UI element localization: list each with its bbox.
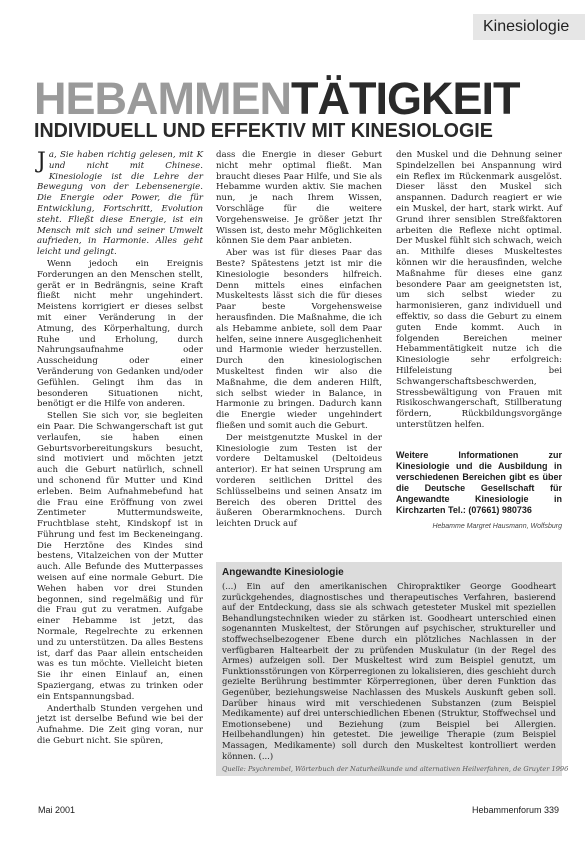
box-credit: Quelle: Psychrembel, Wörterbuch der Naturheilkunde und alternativen Heilverfahren, de Gruyter 1996 [222, 765, 569, 773]
article-column-1 [37, 150, 203, 790]
lead-paragraph [37, 150, 203, 258]
paragraph: Wenn jedoch ein Ereignis Forderungen an den Menschen stellt, gerät er in Bedrängnis, seine Kraft fließt nicht mehr ungehindert. Meistens korrigiert er dieses selbst mit einer Veränderung in der Atmung, des Körperhaltung, durch Ruhe und Erholung, durch Nahrungsaufnahme oder Ausscheidung oder einer Veränderung von Gedanken und/oder Gefühlen. Gelingt ihm das in besonderen Situationen nicht, benötigt er die Hilfe von anderen. [37, 258, 203, 410]
paragraph: Der meistgenutzte Muskel in der Kinesiologie zum Testen ist der vordere Deltamuskel (Deltoideus anterior). Er hat seinen Ursprung am vorderen seitlichen Drittel des Schlüsselbeins und seinen Ansatz im Bereich des oberen Drittel des äußeren Oberarmknochens. Durch leichten Druck auf [216, 432, 382, 530]
headline-light: HEBAMMEN [34, 73, 291, 124]
lead-text: a, Sie haben richtig gelesen, mit K und nicht mit Chinese. Kinesiologie ist die Lehre der Bewegung von der Lebensenergie. Die Energie oder Power, die für Entwicklung, Fortschritt, Evolution steht. Fließt diese Energie, ist ein Mensch mit sich und seiner Umwelt aufrieden, in Harmonie. Alles geht leicht und gelingt. [37, 150, 203, 258]
box-title: Angewandte Kinesiologie [222, 567, 344, 578]
article-column-2 [216, 150, 382, 530]
paragraph: Anderthalb Stunden vergehen und jetzt ist derselbe Befund wie bei der Aufnahme. Die Zeit ging voran, nur die Geburt nicht. Sie spüren, [37, 703, 203, 747]
paragraph: dass die Energie in dieser Geburt nicht mehr optimal fließt. Man braucht dieses Paar Hilfe, und Sie als Hebamme wurden aktiv. Sie machen nun, je nach Ihrem Wissen, Vorschläge für die weitere Vorgehensweise. Je größer jetzt Ihr Wissen ist, desto mehr Möglichkeiten können Sie dem Paar anbieten. [216, 150, 382, 247]
section-tag: Kinesiologie [473, 14, 585, 40]
headline [34, 73, 520, 124]
subheadline: INDIVIDUELL UND EFFEKTIV MIT KINESIOLOGIE [34, 119, 493, 142]
box-text: (...) Ein auf den amerikanischen Chiropraktiker George Goodheart zurückgehendes, diagnostisches und therapeutisches Verfahren, basierend auf der Entdeckung, dass sie als schwach getesteter Muskel mit speziellen Behandlungstechniken wieder zu stärken ist. Goodheart unterschied einen sogenannten Muskeltest, der Störungen auf psychischer, struktureller und stoffwechselbezogener Ebene durch ein plötzliches Nachlassen in der verfügbaren Haltearbeit der zu prüfenden Muskulatur (in der Regel des Armes) aufzeigen soll. Der Muskeltest wird zum Beispiel genutzt, um Funktionsstörungen von Körperregionen zu lokalisieren, dies geschieht durch gezielte Berührung bestimmter Körperregionen, über deren Funktion das Gegenüber, beziehungsweise Nachlassen des Muskels Auskunft geben soll. Darüber hinaus wird mit verschiedenen Substanzen (zum Beispiel Medikamente) auf drei unterschiedlichen Ebenen (Struktur, Stoffwechsel und Emotionsebene) und Beziehung (zum Beispiel bei Allergien. Heilbehandlungen) hin getestet. Die jeweilige Therapie (zum Beispiel Massagen, Medikamente) soll durch den Muskeltest kontrolliert werden können. (...) [222, 581, 556, 761]
footer-publication: Hebammenforum 339 [472, 805, 560, 815]
article-column-3 [396, 150, 562, 440]
footer-date: Mai 2001 [38, 805, 76, 815]
headline-dark: TÄTIGKEIT [291, 73, 520, 124]
paragraph: Aber was ist für dieses Paar das Beste? Spätestens jetzt ist mir die Kinesiologie besonders hilfreich. Denn mittels eines einfachen Muskeltests lässt sich die für dieses Paar beste Vorgehensweise herausfinden. Die Maßnahme, die ich als Hebamme anbiete, soll dem Paar helfen, seine innere Ausgeglichenheit und Harmonie wieder herzustellen. Durch den kinesiologischen Muskeltest finden wir also die Maßnahme, die dem anderen Hilft, sich selbst wieder in Balance, in Harmonie zu bringen. Dadurch kann die Energie wieder ungehindert fließen und somit auch die Geburt. [216, 248, 382, 431]
paragraph: den Muskel und die Dehnung seiner Spindelzellen bei Anspannung wird ein Reflex im Rückenmark ausgelöst. Dieser lässt den Muskel sich anspannen. Dadurch reagiert er wie ein Muskel, der hart, stark wirkt. Auf Grund ihrer sensiblen Streßfaktoren arbeiten die Reflexe nicht optimal. Der Muskel fühlt sich schwach, weich an. Mithilfe dieses Muskeltestes können wir die herausfinden, welche Maßnahme für dieses eine ganz besondere Paar am geeignetsten ist, um sich selbst wieder zu harmonisieren, ganz individuell und effektiv, so dass die Geburt zu einem guten Ende kommt. Auch in folgenden Bereichen meiner Hebammentätigkeit nutze ich die Kinesiologie sehr erfolgreich: Hilfeleistung bei Schwangerschaftsbeschwerden, Stressbewältigung von Frauen mit Risikoschwangerschaft, Stillberatung fördern, Rückbildungsvorgänge unterstützen helfen. [396, 150, 562, 430]
dropcap: J [37, 149, 46, 174]
info-paragraph: Weitere Informationen zur Kinesiologie und die Ausbildung in verschiedenen Bereichen gibt es über die Deutsche Gesellschaft für Angewandte Kinesiologie in Kirchzarten Tel.: (07661) 980736 [396, 450, 562, 515]
paragraph: Stellen Sie sich vor, sie begleiten ein Paar. Die Schwangerschaft ist gut verlaufen, sie haben einen Geburtsvorbereitungskurs besucht, sind motiviert und möchten jetzt auch die Geburt natürlich, schnell und schonend für Mutter und Kind erleben. Beim Aufnahmebefund hat die Frau eine Eröffnung von zwei Zentimeter Muttermundsweite, Fruchtblase steht, Kindskopf ist in Führung und fest im Beckeneingang. Die Herztöne des Kindes sind bestens, Vitalzeichen von der Mutter auch. Alle Befunde des Mutterpasses weisen auf eine normale Geburt. Die Wehen haben vor drei Stunden begonnen, sind regelmäßig und für die Frau gut zu veratmen. Aufgabe einer Hebamme ist jetzt, das Normale, Regelrechte zu erkennen und zu unterstützen. Da alles Bestens ist, darf das Paar allein entscheiden was es tun möchte. Vielleicht bieten Sie ihr einen Einlauf an, einen Spaziergang, etwas zu trinken oder ein Entspannungsbad. [37, 411, 203, 702]
photo-credit: Hebamme Margret Hausmann, Wolfsburg [432, 523, 562, 530]
definition-box [216, 562, 569, 776]
